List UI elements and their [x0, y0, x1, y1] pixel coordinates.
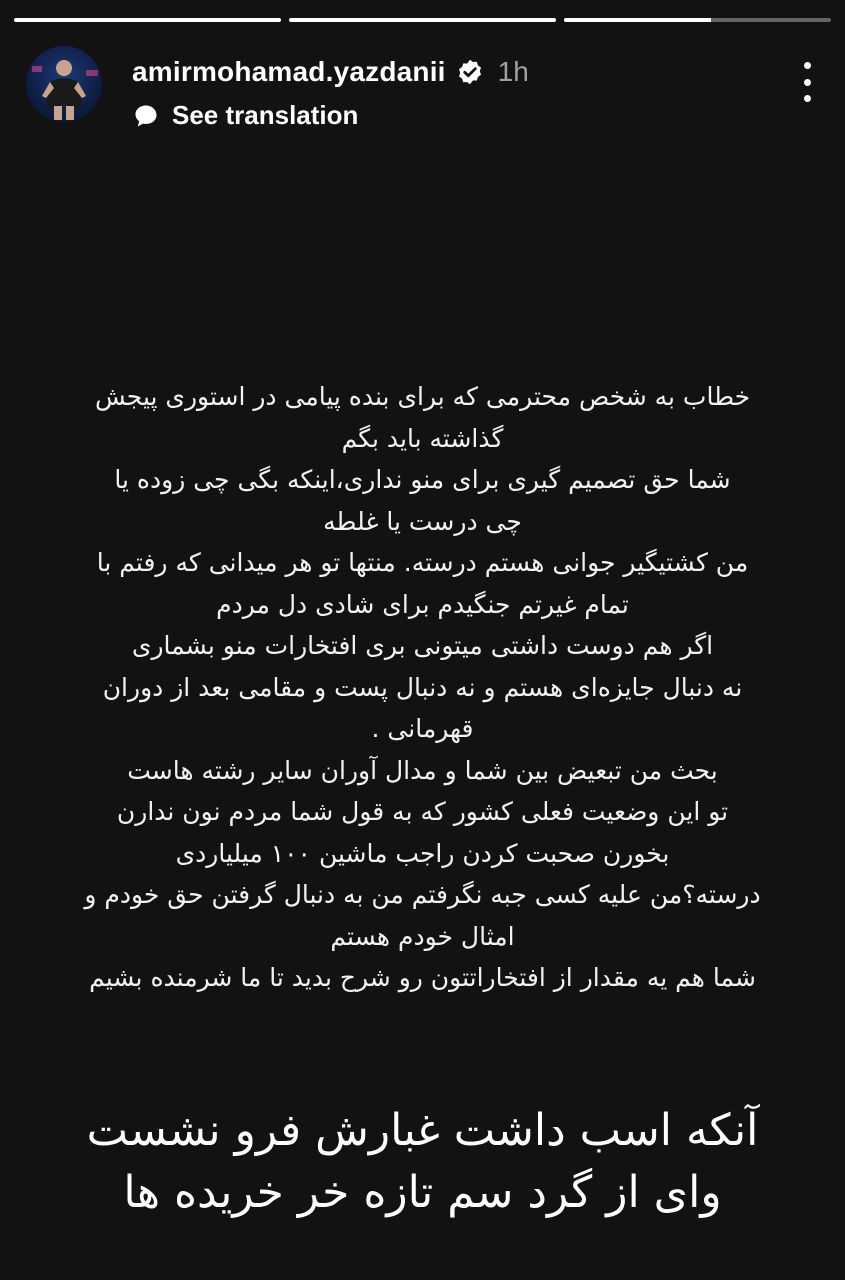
story-progress-segment — [564, 18, 831, 22]
story-line: تو این وضعیت فعلی کشور که به قول شما مردم نون ندارن — [116, 797, 729, 826]
poem-line: وای از گرد سم تازه خر خریده ها — [123, 1167, 722, 1218]
story-line: بحث من تبعیض بین شما و مدال آوران سایر رشته هاست — [127, 755, 718, 785]
speech-bubble-icon — [132, 102, 160, 130]
profile-photo — [26, 46, 102, 122]
more-options-icon[interactable] — [795, 62, 819, 102]
story-line: تمام غیرتم جنگیدم برای شادی دل مردم — [216, 589, 629, 619]
story-progress — [14, 18, 831, 22]
avatar[interactable] — [26, 46, 102, 122]
progress-fill — [564, 18, 711, 22]
story-line: خطاب به شخص محترمی که برای بنده پیامی در استوری پیجش — [94, 382, 751, 411]
see-translation-button[interactable] — [132, 100, 358, 131]
story-line: نه دنبال جایزه‌ای هستم و نه دنبال پست و مقامی بعد از دوران — [102, 672, 743, 702]
username[interactable]: amirmohamad.yazdanii — [132, 56, 446, 87]
progress-fill — [289, 18, 556, 22]
username-row — [132, 56, 529, 88]
poem-text — [20, 1100, 825, 1224]
story-progress-segment — [14, 18, 281, 22]
story-line: درسته؟من علیه کسی جبه نگرفتم من به دنبال گرفتن حق خودم و — [84, 880, 761, 909]
story-line: امثال خودم هستم — [330, 921, 515, 951]
story-line: اگر هم دوست داشتی میتونی بری افتخارات منو بشماری — [131, 631, 714, 660]
story-line: گذاشته باید بگم — [341, 423, 504, 453]
story-line: من کشتیگیر جوانی هستم درسته. منتها تو هر میدانی که رفتم با — [96, 548, 749, 577]
verified-badge-icon — [456, 58, 484, 86]
story-line: بخورن صحبت کردن راجب ماشین ۱۰۰ میلیاردی — [175, 838, 670, 868]
progress-fill — [14, 18, 281, 22]
story-line: چی درست یا غلطه — [323, 506, 522, 536]
story-header — [24, 44, 821, 130]
story-progress-segment — [289, 18, 556, 22]
story-line: شما حق تصمیم گیری برای منو نداری،اینکه بگی چی زوده یا — [114, 465, 731, 494]
story-line: قهرمانی . — [371, 714, 474, 743]
story-line: شما هم یه مقدار از افتخاراتتون رو شرح بدید تا ما شرمنده بشیم — [89, 963, 756, 992]
post-time: 1h — [497, 56, 529, 87]
see-translation-label: See translation — [172, 100, 359, 130]
poem-line: آنکه اسب داشت غبارش فرو نشست — [86, 1105, 759, 1156]
story-text — [40, 376, 805, 999]
